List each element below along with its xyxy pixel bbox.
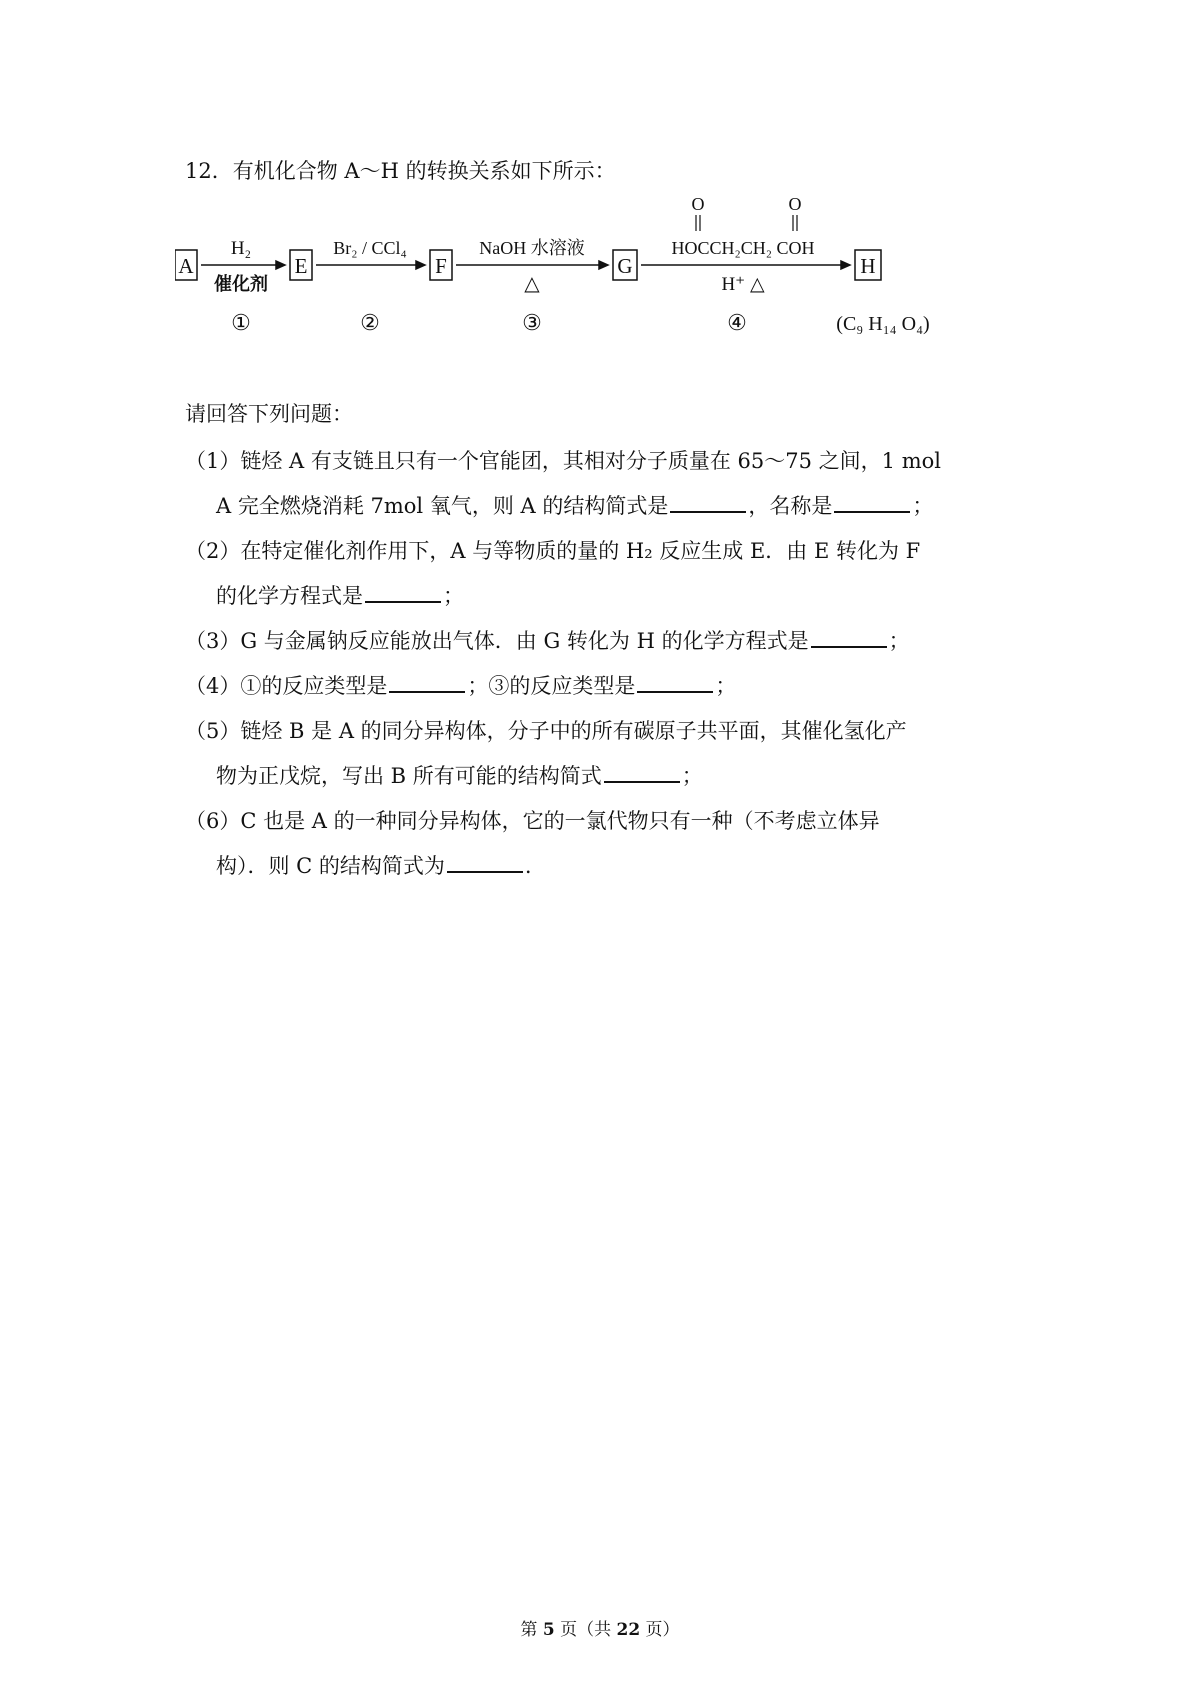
answer-blank-6[interactable] [447,853,523,873]
question-stem [185,155,616,185]
question-number: 12． [185,159,233,183]
step1-number: ① [231,310,251,335]
node-e: E [294,254,308,278]
subquestion-1-line-1: （1）链烃 A 有支链且只有一个官能团，其相对分子质量在 65～75 之间，1 mol [185,449,941,473]
footer-prefix: 第 [520,1620,543,1640]
node-f: F [435,254,447,278]
node-g: G [617,254,633,278]
step4-oxygen-2: O [788,194,802,214]
subquestion-3-text-b: ； [888,629,910,653]
subquestion-3 [185,625,1035,655]
reaction-scheme [175,190,975,350]
step4-condition: H⁺ △ [721,274,765,295]
subquestion-5-text-b: ； [681,764,703,788]
subquestion-5-text-a: 物为正戊烷，写出 B 所有可能的结构简式 [216,764,602,788]
subquestion-5-line-1: （5）链烃 B 是 A 的同分异构体，分子中的所有碳原子共平面，其催化氢化产 [185,719,907,743]
subquestion-1-text-b: ，名称是 [748,494,833,518]
subquestion-6-line-1: （6）C 也是 A 的一种同分异构体，它的一氯代物只有一种（不考虑立体异 [185,809,880,833]
subquestion-6-text-b: . [524,854,532,878]
arrow-1-head [276,261,285,269]
subquestion-5-line-2 [216,760,703,790]
answer-blank-4a[interactable] [389,673,465,693]
footer-middle: 页（共 [554,1620,617,1640]
answer-blank-3[interactable] [811,628,887,648]
step4-oxygen-1: O [691,194,705,214]
footer-suffix: 页） [640,1620,680,1640]
subquestion-4-text-a: （4）①的反应类型是 [185,674,388,698]
subquestion-2-line-1: （2）在特定催化剂作用下，A 与等物质的量的 H₂ 反应生成 E．由 E 转化为 F [185,539,921,563]
subquestion-4-text-b: ；③的反应类型是 [467,674,636,698]
subquestion-1-text-c: ； [912,494,934,518]
subquestion-2-line-2 [216,580,464,610]
step4-reagent: HOCCH₂CH₂ COH [671,238,815,258]
step4-number: ④ [727,310,747,335]
answer-blank-1a[interactable] [670,493,746,513]
step2-reagent: Br₂ / CCl₄ [333,238,407,258]
answer-blank-2[interactable] [365,583,441,603]
subquestion-3-text-a: （3）G 与金属钠反应能放出气体．由 G 转化为 H 的化学方程式是 [185,629,809,653]
question-text: 有机化合物 A～H 的转换关系如下所示： [232,159,616,183]
arrow-3-head [599,261,608,269]
subquestion-1-line-2 [216,490,933,520]
subquestion-4 [185,670,1035,700]
footer-page-number: 5 [542,1620,555,1640]
answer-blank-5[interactable] [604,763,680,783]
footer-total-pages: 22 [616,1620,641,1640]
node-h: H [860,254,876,278]
subquestion-1-text-a: A 完全燃烧消耗 7mol 氧气，则 A 的结构简式是 [216,494,669,518]
step1-catalyst: 催化剂 [214,274,268,294]
subquestion-6-line-2 [216,850,532,880]
step3-condition: △ [524,273,540,295]
page-footer [0,1615,1200,1640]
arrow-2-head [416,261,425,269]
product-formula: (C₉ H₁₄ O₄) [836,313,930,335]
step3-number: ③ [522,310,542,335]
subquestion-4-text-c: ； [715,674,737,698]
step1-reagent: H₂ [230,238,252,259]
arrow-4-head [841,261,850,269]
answer-prompt: 请回答下列问题： [185,402,353,426]
subquestion-2-text-b: ； [443,584,464,608]
node-a: A [178,254,194,278]
step3-reagent: NaOH 水溶液 [479,238,585,258]
step2-number: ② [360,310,380,335]
subquestion-2-text-a: 的化学方程式是 [216,584,363,608]
answer-blank-1b[interactable] [834,493,910,513]
answer-blank-4b[interactable] [637,673,713,693]
subquestion-6-text-a: 构）．则 C 的结构简式为 [216,854,445,878]
